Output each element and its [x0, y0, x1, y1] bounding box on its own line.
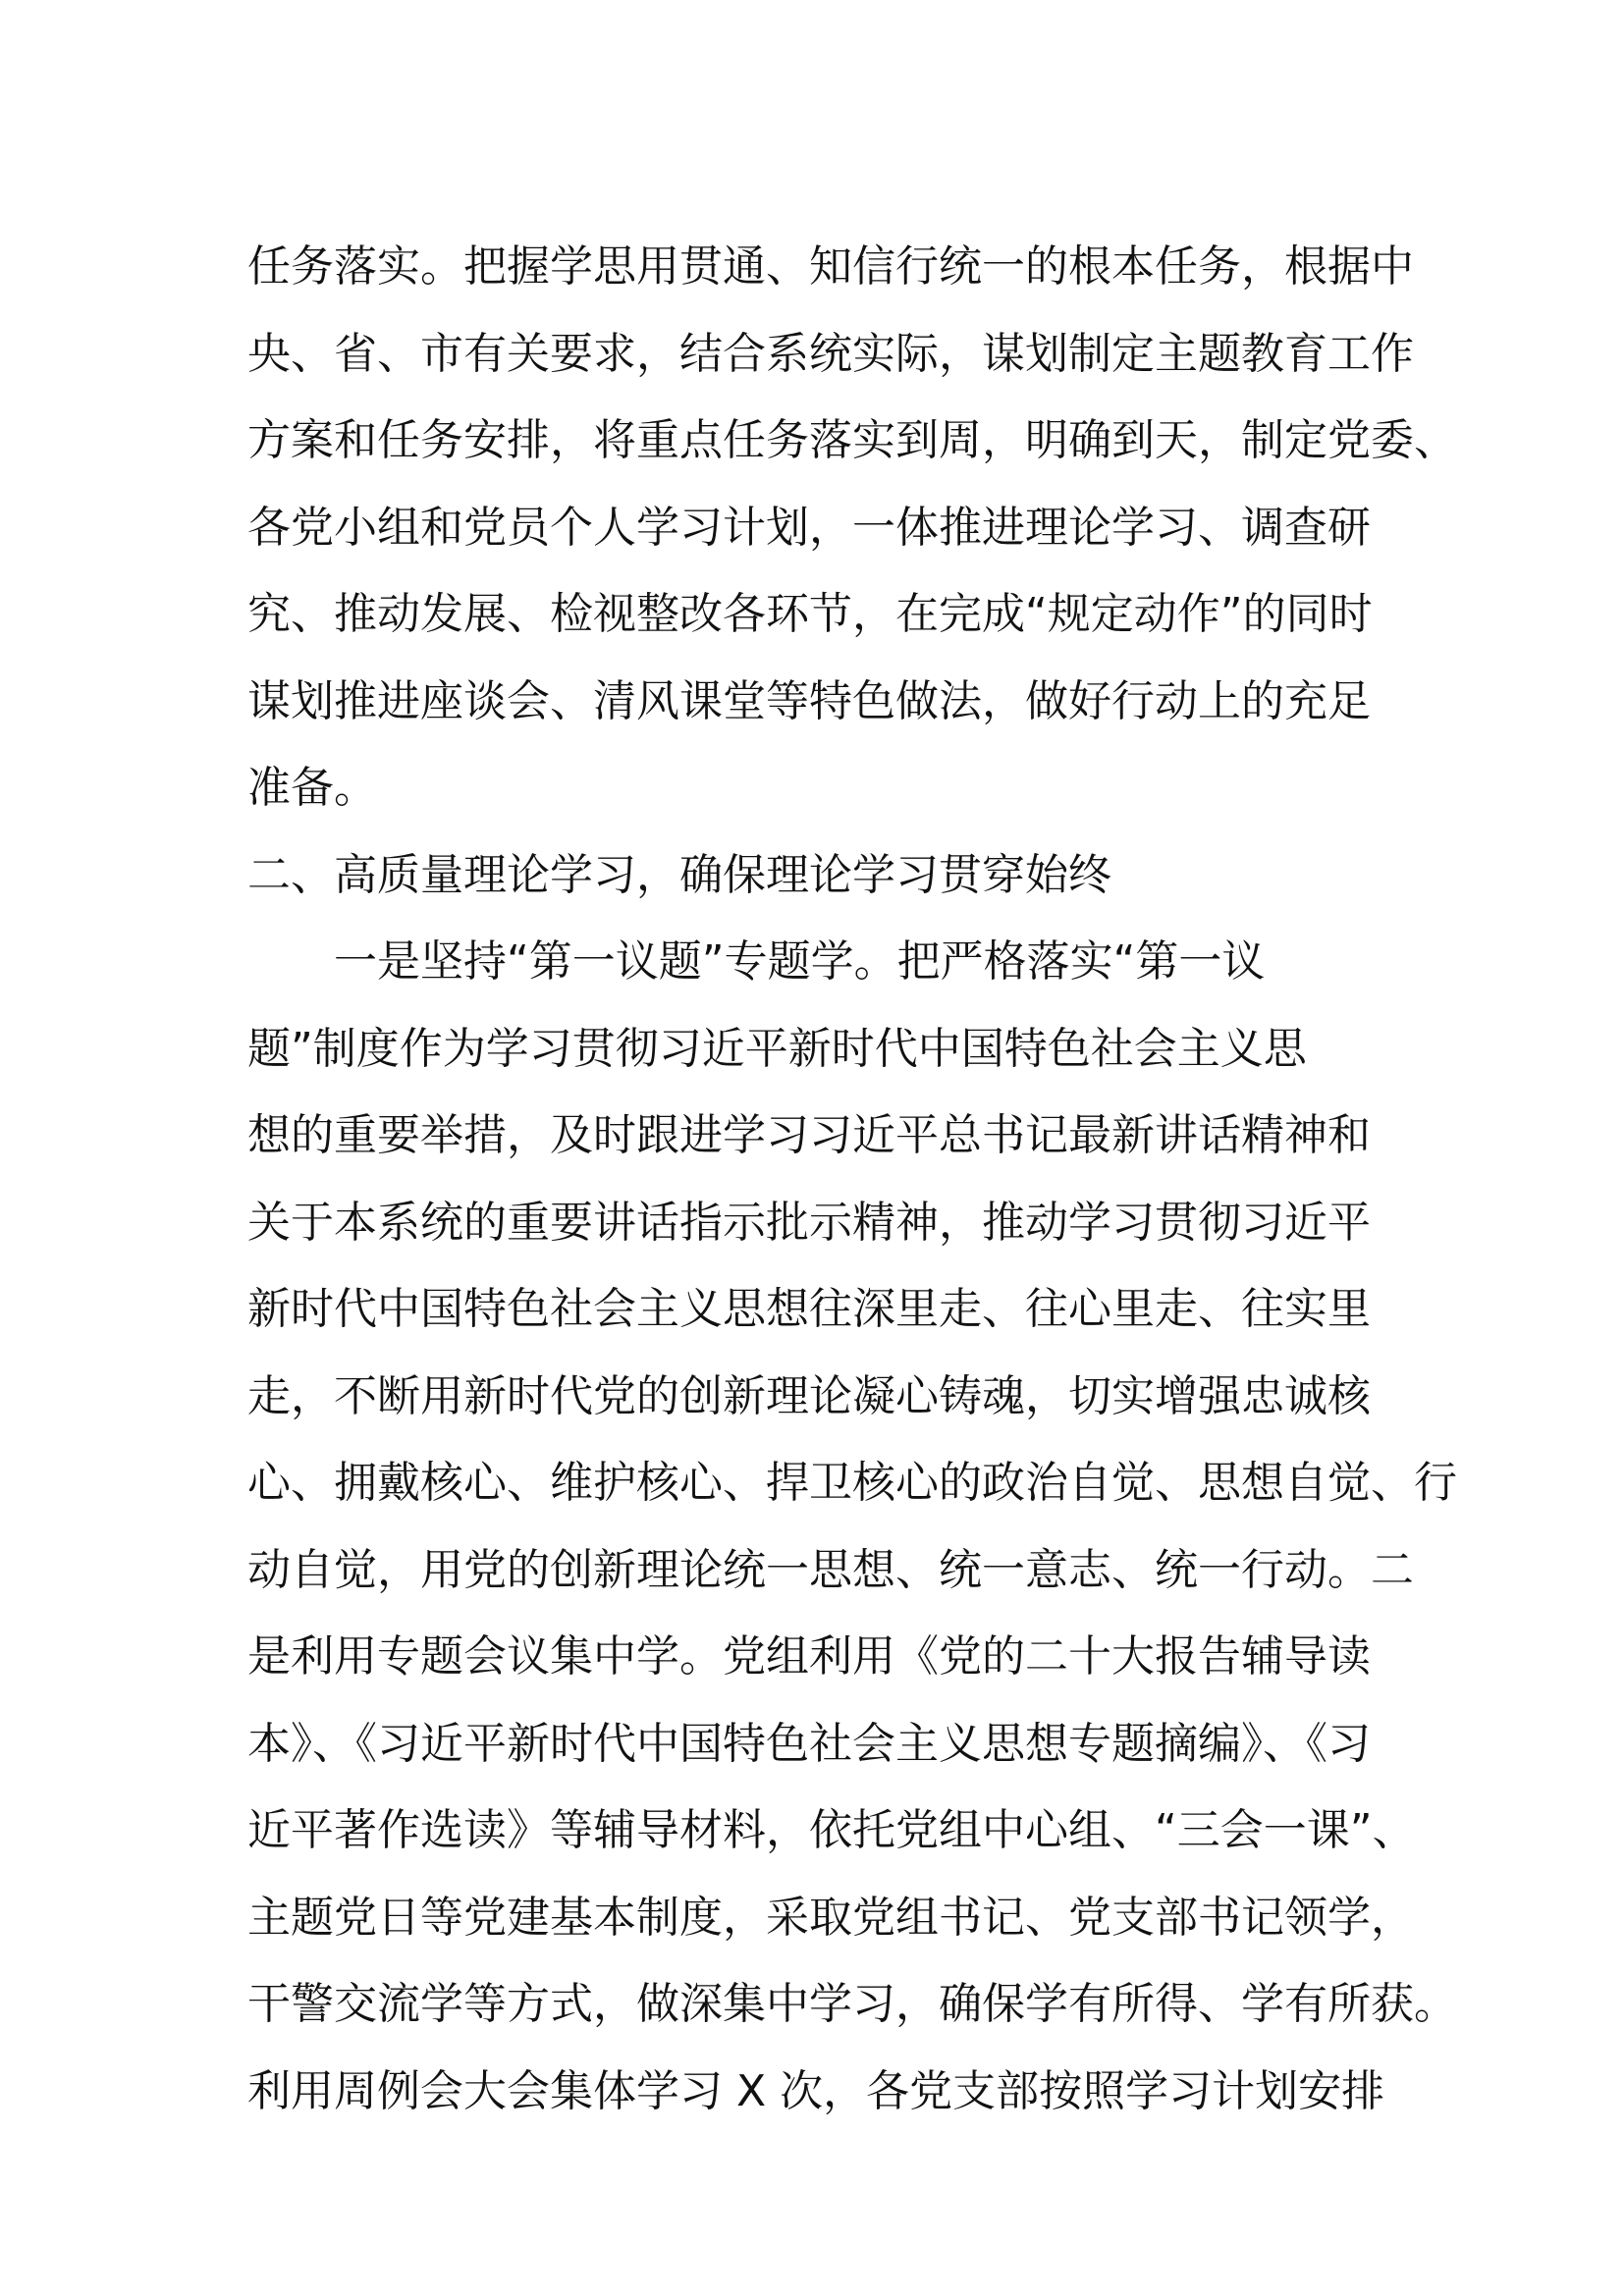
- text-line: 新时代中国特色社会主义思想往深里走、往心里走、往实里: [247, 1284, 1371, 1334]
- text-line: 谋划推进座谈会、清风课堂等特色做法，做好行动上的充足: [247, 675, 1371, 726]
- text-line: 走，不断用新时代党的创新理论凝心铸魂，切实增强忠诚核: [247, 1370, 1371, 1421]
- text-line: 动自觉，用党的创新理论统一思想、统一意志、统一行动。二: [247, 1544, 1414, 1595]
- section-heading: 二、高质量理论学习，确保理论学习贯穿始终: [247, 849, 1111, 900]
- text-line: 主题党日等党建基本制度，采取党组书记、党支部书记领学，: [247, 1892, 1414, 1943]
- text-line: 一是坚持“第一议题”专题学。把严格落实“第一议: [334, 936, 1266, 987]
- text-line: 方案和任务安排，将重点任务落实到周，明确到天，制定党委、: [247, 415, 1457, 465]
- text-line: 想的重要举措，及时跟进学习习近平总书记最新讲话精神和: [247, 1110, 1371, 1160]
- text-line: 题”制度作为学习贯彻习近平新时代中国特色社会主义思: [247, 1023, 1307, 1074]
- text-line: 究、推动发展、检视整改各环节，在完成“规定动作”的同时: [247, 589, 1373, 639]
- text-line: 央、省、市有关要求，结合系统实际，谋划制定主题教育工作: [247, 328, 1414, 379]
- text-line: 准备。: [247, 763, 377, 813]
- text-line: 本》、《习近平新时代中国特色社会主义思想专题摘编》、《习: [247, 1718, 1371, 1769]
- body-text: [247, 224, 1457, 2135]
- text-line: 干警交流学等方式，做深集中学习，确保学有所得、学有所获。: [247, 1979, 1457, 2029]
- text-line: 关于本系统的重要讲话指示批示精神，推动学习贯彻习近平: [247, 1197, 1371, 1248]
- text-line: 近平著作选读》等辅导材料，依托党组中心组、“三会一课”、: [247, 1805, 1416, 1855]
- text-line: 任务落实。把握学思用贯通、知信行统一的根本任务，根据中: [247, 241, 1414, 292]
- text-line: 各党小组和党员个人学习计划，一体推进理论学习、调查研: [247, 502, 1371, 553]
- text-line: 利用周例会大会集体学习 X 次，各党支部按照学习计划安排: [247, 2065, 1385, 2116]
- text-line: 心、拥戴核心、维护核心、捍卫核心的政治自觉、思想自觉、行: [247, 1458, 1457, 1508]
- text-line: 是利用专题会议集中学。党组利用《党的二十大报告辅导读: [247, 1631, 1371, 1682]
